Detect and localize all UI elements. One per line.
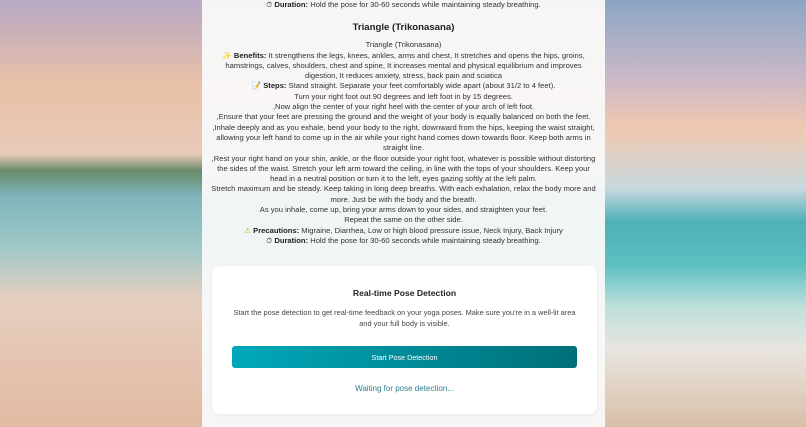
memo-icon: 📝 — [251, 81, 262, 91]
beach-background-left — [0, 0, 202, 427]
detection-title: Real-time Pose Detection — [352, 288, 457, 298]
pose-details — [210, 0, 597, 246]
previous-duration: ⏱ Duration: Hold the pose for 30-60 seconds while maintaining steady breathing. — [266, 0, 541, 9]
step: As you inhale, come up, bring your arms down to your sides, and straighten your feet. — [259, 205, 548, 215]
start-pose-detection-button[interactable]: Start Pose Detection — [232, 346, 577, 368]
main-panel — [202, 0, 605, 427]
duration: ⏱ Duration: Hold the pose for 30-60 seconds while maintaining steady breathing. — [266, 235, 541, 245]
sparkles-icon: ✨ — [222, 50, 232, 60]
step: Turn your right foot out 90 degrees and left foot in by 15 degrees. — [294, 91, 513, 101]
benefits: ✨ Benefits: It strengthens the legs, knees, ankles, arms and chest, It stretches and opens the hips, groins, hamstrings, calves, shoulders, chest and spine, It increases mental and physical equilibrium and improves digestion, It reduces anxiety, stress, back pain and sciatica — [222, 50, 585, 81]
stopwatch-icon: ⏱ — [266, 235, 273, 245]
detection-description: Start the pose detection to get real-time feedback on your yoga poses. Make sure you're in a well-lit area and your full body is visible. — [233, 308, 576, 328]
precautions: ⚠ Precautions: Migraine, Diarrhea, Low or high blood pressure issue, Neck Injury, Back Injury — [244, 225, 563, 235]
warning-icon: ⚠ — [244, 225, 251, 235]
step: ,Ensure that your feet are pressing the ground and the weight of your body is equally balanced on both the feet. — [216, 112, 591, 122]
beach-background-right — [605, 0, 806, 427]
step: 📝 Steps: Stand straight. Separate your feet comfortably wide apart (about 31/2 to 4 feet). — [251, 81, 556, 91]
pose-detection-card — [212, 266, 597, 414]
step: Repeat the same on the other side. — [344, 215, 463, 225]
stopwatch-icon: ⏱ — [266, 0, 273, 9]
steps — [210, 81, 597, 225]
step: ,Now align the center of your right heel with the center of your arch of left foot. — [272, 102, 535, 112]
pose-title: Triangle (Trikonasana) — [352, 22, 455, 34]
detection-status: Waiting for pose detection... — [355, 384, 454, 393]
step: ,Inhale deeply and as you exhale, bend your body to the right, downward from the hips, keeping the waist straight, allowing your left hand to come up in the air while your right hand comes down towards floor. Keep both arms in straight line. — [212, 122, 595, 153]
step: ,Rest your right hand on your shin, ankle, or the floor outside your right foot, whatever is possible without distorting the sides of the waist. Stretch your left arm toward the ceiling, in line with the tops of your shoulders. Keep your head in a neutral position or turn it to the left, eyes gazing softly at the left palm. — [211, 153, 596, 184]
pose-subtitle: Triangle (Trikonasana) — [365, 40, 442, 50]
step: Stretch maximum and be steady. Keep taking in long deep breaths. With each exhalation, relax the body more and more. Just be with the body and the breath. — [211, 184, 596, 204]
